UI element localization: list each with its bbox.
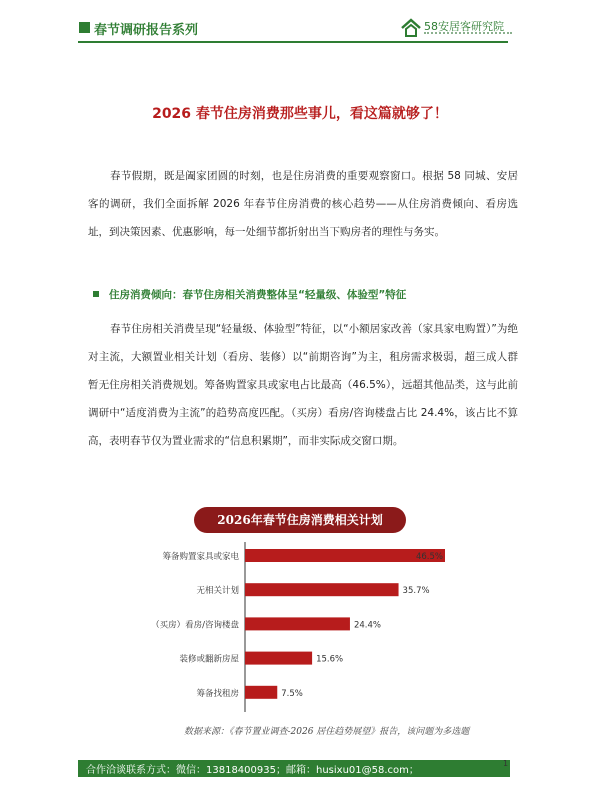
chart-bar-5 <box>245 686 277 699</box>
chart-bars <box>151 549 445 699</box>
chart-title: 2026年春节住房消费相关计划 <box>217 513 383 527</box>
chart-category-label: 筹备找租房 <box>196 688 239 699</box>
chart-category-label: （买房）看房/咨询楼盘 <box>151 620 239 631</box>
chart-value-label: 46.5% <box>415 552 443 562</box>
logo-text: 58安居客研究院 <box>424 20 504 33</box>
chart-value-label: 24.4% <box>353 620 381 631</box>
chart-bar-4 <box>245 652 312 665</box>
page-title: 2026 春节住房消费那些事儿，看这篇就够了！ <box>152 106 448 122</box>
chart-bar-3 <box>245 617 350 630</box>
footer-contact: 合作洽谈联系方式：微信：13818400935；邮箱：husixu01@58.com； <box>86 765 419 776</box>
chart-category-label: 装修或翻新房屋 <box>179 654 239 665</box>
report-series-label: 春节调研报告系列 <box>94 23 199 38</box>
section-heading-text: 住房消费倾向：春节住房相关消费整体呈“轻量级、体验型”特征 <box>109 289 407 301</box>
chart-value-label: 35.7% <box>402 586 430 597</box>
chart-category-label: 筹备购置家具或家电 <box>162 552 239 562</box>
page-number: 1 <box>503 759 509 768</box>
data-source-note: 数据来源：《春节置业调查-2026 居住趋势展望》报告，该问题为多选题 <box>184 727 470 737</box>
chart-value-label: 15.6% <box>316 654 344 665</box>
intro-paragraph: 春节假期，既是阖家团圆的时刻，也是住房消费的重要观察窗口。根据 58 同城、安居客的调研，我们全面拆解 2026 年春节住房消费的核心趋势——从住房消费倾向、看房选址，到决策因素、优惠影响，每一处细节都折射出当下购房者的理性与务实。 <box>88 170 518 238</box>
chart-value-label: 7.5% <box>281 688 303 699</box>
chart-category-label: 无相关计划 <box>196 586 239 597</box>
chart-bar-2 <box>245 583 399 596</box>
section-paragraph: 春节住房相关消费呈现“轻量级、体验型”特征，以“小额居家改善（家具家电购置）”为绝对主流，大额置业相关计划（看房、装修）以“前期咨询”为主，租房需求极弱，超三成人群暂无住房相关消费规划。筹备购置家具或家电占比最高（46.5%），远超其他品类，这与此前调研中“适度消费为主流”的趋势高度匹配。（买房）看房/咨询楼盘占比 24.4%，该占比不算高，表明春节仅为置业需求的“信息积累期”，而非实际成交窗口期。 <box>88 323 518 447</box>
